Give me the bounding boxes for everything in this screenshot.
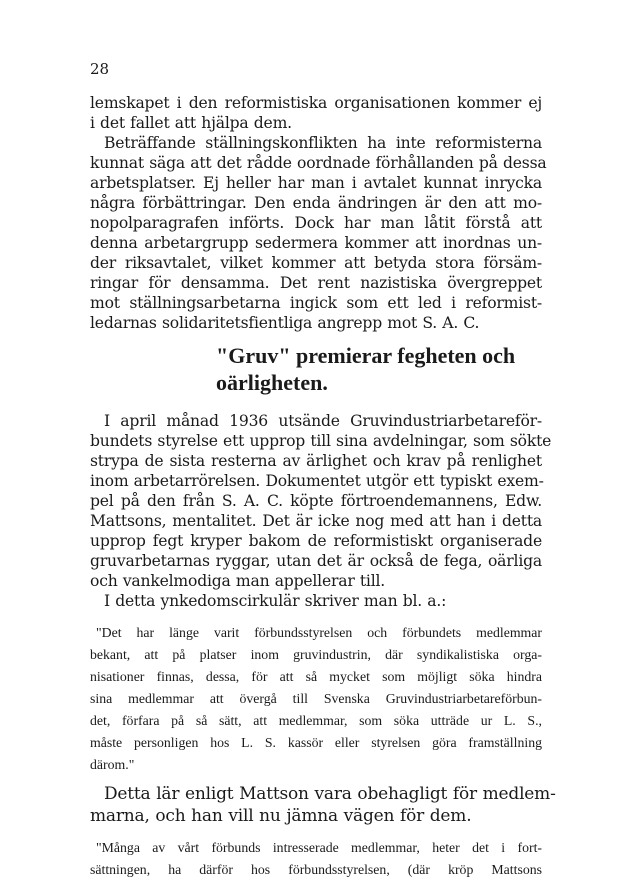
text-line: lemskapet i den reformistiska organisationen kommer ej [90,94,542,112]
text-line: Beträffande ställningskonflikten ha inte reformisterna [104,134,542,152]
text-line: I detta ynkedomscirkulär skriver man bl. a.: [104,592,447,610]
text-line: och vankelmodiga man appellerar till. [90,572,386,590]
text-line: arbetsplatser. Ej heller har man i avtalet kunnat inrycka [90,174,542,192]
text-line: Mattsons, mentalitet. Det är icke nog med att han i detta [90,512,542,530]
text-line: kunnat säga att det rådde oordnade förhållanden på dessa [90,154,547,172]
text-line: ringar för densamma. Det rent nazistiska övergreppet [90,274,542,292]
quote-line: därom." [90,757,135,772]
text-line: der riksavtalet, vilket kommer att betyda stora försäm- [90,254,542,272]
text-line: denna arbetargrupp sedermera kommer att inordnas un- [90,234,542,252]
quote-line: bekant, att på platser inom gruvindustrin, där syndikalistiska orga- [90,647,542,662]
text-line: några förbättringar. Den enda ändringen är den att mo- [90,194,542,212]
section-heading: oärligheten. [216,370,328,395]
quote-line: sättningen, ha därför hos förbundsstyrelsen, (där kröp Mattsons [90,862,542,877]
text-line: nopolparagrafen införts. Dock har man låtit förstå att [90,214,542,232]
text-line: strypa de sista resterna av ärlighet och krav på renlighet [90,452,542,470]
quote-line: sina medlemmar att övergå till Svenska Gruvindustriarbetareförbun- [90,691,542,706]
text-line: I april månad 1936 utsände Gruvindustriarbetareför- [104,412,542,430]
quote-line: det, förfara på så sätt, att medlemmar, som söka utträde ur L. S., [90,713,542,728]
quote-line: "Många av vårt förbunds intresserade medlemmar, heter det i fort- [96,840,542,855]
quote-line: nisationer finnas, dessa, för att så mycket som möjligt söka hindra [90,669,542,684]
text-line: upprop fegt kryper bakom de reformistiskt organiserade [90,532,542,550]
page-number: 28 [90,60,110,78]
text-line: inom arbetarrörelsen. Dokumentet utgör ett typiskt exem- [90,472,544,490]
section-heading: "Gruv" premierar fegheten och [216,343,516,368]
quote-line: måste personligen hos L. S. kassör eller styrelsen göra framställning [90,735,542,750]
quote-line: "Det har länge varit förbundsstyrelsen och förbundets medlemmar [96,625,542,640]
text-line: ledarnas solidaritetsfientliga angrepp mot S. A. C. [90,314,480,332]
text-line: Detta lär enligt Mattson vara obehagligt för medlem- [104,784,556,804]
text-line: mot ställningsarbetarna ingick som ett led i reformist- [90,294,542,312]
text-line: gruvarbetarnas ryggar, utan det är också de fega, oärliga [90,552,542,570]
text-line: pel på den från S. A. C. köpte förtroendemannens, Edw. [90,492,542,510]
text-line: marna, och han vill nu jämna vägen för dem. [90,806,472,826]
text-line: i det fallet att hjälpa dem. [90,114,292,132]
text-line: bundets styrelse ett upprop till sina avdelningar, som sökte [90,432,552,450]
